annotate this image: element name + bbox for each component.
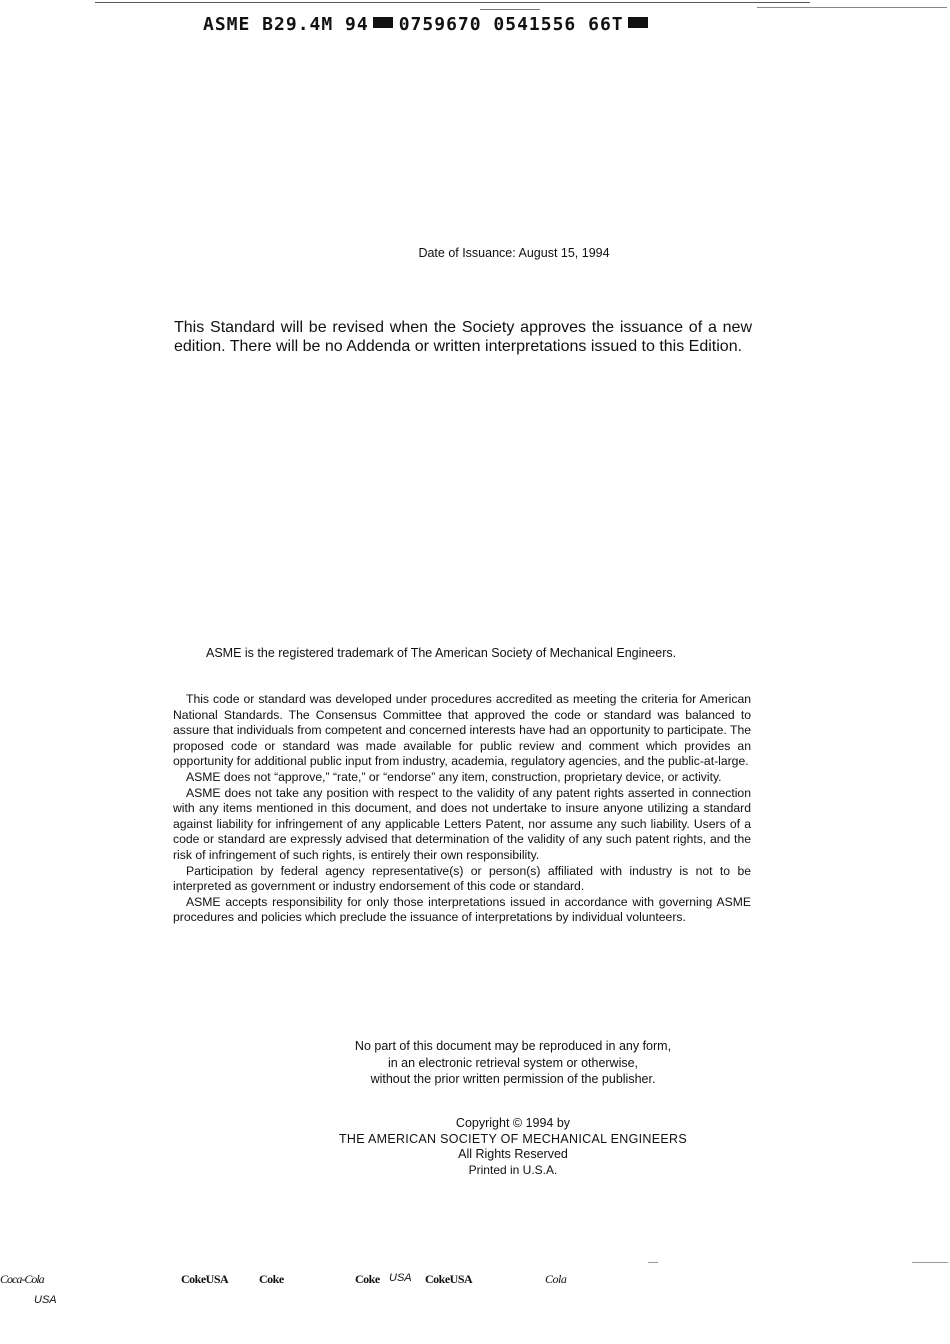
reproduction-line: No part of this document may be reproduced in any form, (354, 1039, 672, 1053)
legal-disclaimer (173, 692, 751, 926)
trademark-statement: ASME is the registered trademark of The American Society of Mechanical Engineers. (206, 646, 677, 660)
legal-paragraph: ASME accepts responsibility for only those interpretations issued in accordance with governing ASME procedures and policies which preclude the issuance of interpretations by individual volunteers. (173, 894, 751, 925)
scan-artifact-line (648, 1262, 658, 1263)
catalog-number: 0759670 0541556 66T (398, 14, 624, 35)
coke-usa-mark: CokeUSA (425, 1272, 473, 1286)
rights-reserved: All Rights Reserved (458, 1147, 568, 1161)
legal-paragraph: This code or standard was developed under procedures accredited as meeting the criteria for American National Standards. The Consensus Committee that approved the code or standard was balanced to assure that individuals from competent and concerned interests have had an opportunity to participate. The proposed code or standard was made available for public review and comment which provides an opportunity for additional public input from industry, academia, regulatory agencies, and the public-at-large. (173, 692, 751, 769)
copyright-block (0, 1116, 950, 1178)
scan-artifact-line (912, 1262, 948, 1263)
document-code-header (203, 14, 654, 35)
redaction-block (373, 17, 393, 28)
reproduction-line: in an electronic retrieval system or otherwise, (387, 1055, 639, 1070)
usa-mark: USA (34, 1294, 57, 1306)
date-of-issuance: Date of Issuance: August 15, 1994 (418, 246, 610, 260)
cola-mark: Cola (545, 1272, 567, 1286)
reproduction-line: without the prior written permission of the publisher. (370, 1072, 656, 1086)
scan-artifact-line (95, 2, 810, 3)
scan-artifact-line (480, 9, 540, 10)
coca-cola-logo: Coca-Cola (0, 1272, 44, 1286)
footer-watermark-strip (0, 1272, 950, 1322)
scan-artifact-line (757, 7, 947, 8)
legal-paragraph: ASME does not “approve,” “rate,” or “endorse” any item, construction, proprietary device, or activity. (186, 769, 722, 784)
usa-mark: USA (389, 1272, 412, 1284)
coke-mark: Coke (259, 1272, 284, 1286)
coke-mark: Coke (355, 1272, 380, 1286)
coke-usa-mark: CokeUSA (181, 1272, 229, 1286)
redaction-block (628, 17, 648, 28)
legal-paragraph: Participation by federal agency representative(s) or person(s) affiliated with industry is not to be interpreted as government or industry endorsement of this code or standard. (173, 863, 751, 894)
publisher-name: THE AMERICAN SOCIETY OF MECHANICAL ENGINEERS (339, 1131, 687, 1146)
reproduction-notice (0, 1038, 950, 1088)
revision-notice: This Standard will be revised when the Society approves the issuance of a new edition. There will be no Addenda or written interpretations issued to this Edition. (174, 319, 752, 355)
legal-paragraph: ASME does not take any position with respect to the validity of any patent rights asserted in connection with any items mentioned in this document, and does not undertake to insure anyone utilizing a standard against liability for infringement of any applicable Letters Patent, nor assume any such liability. Users of a code or standard are expressly advised that determination of the validity of any such patent rights, and the risk of infringement of such rights, is entirely their own responsibility. (173, 785, 751, 862)
standard-code: ASME B29.4M 94 (203, 14, 369, 35)
printed-in: Printed in U.S.A. (468, 1162, 558, 1177)
copyright-line: Copyright © 1994 by (455, 1116, 571, 1130)
